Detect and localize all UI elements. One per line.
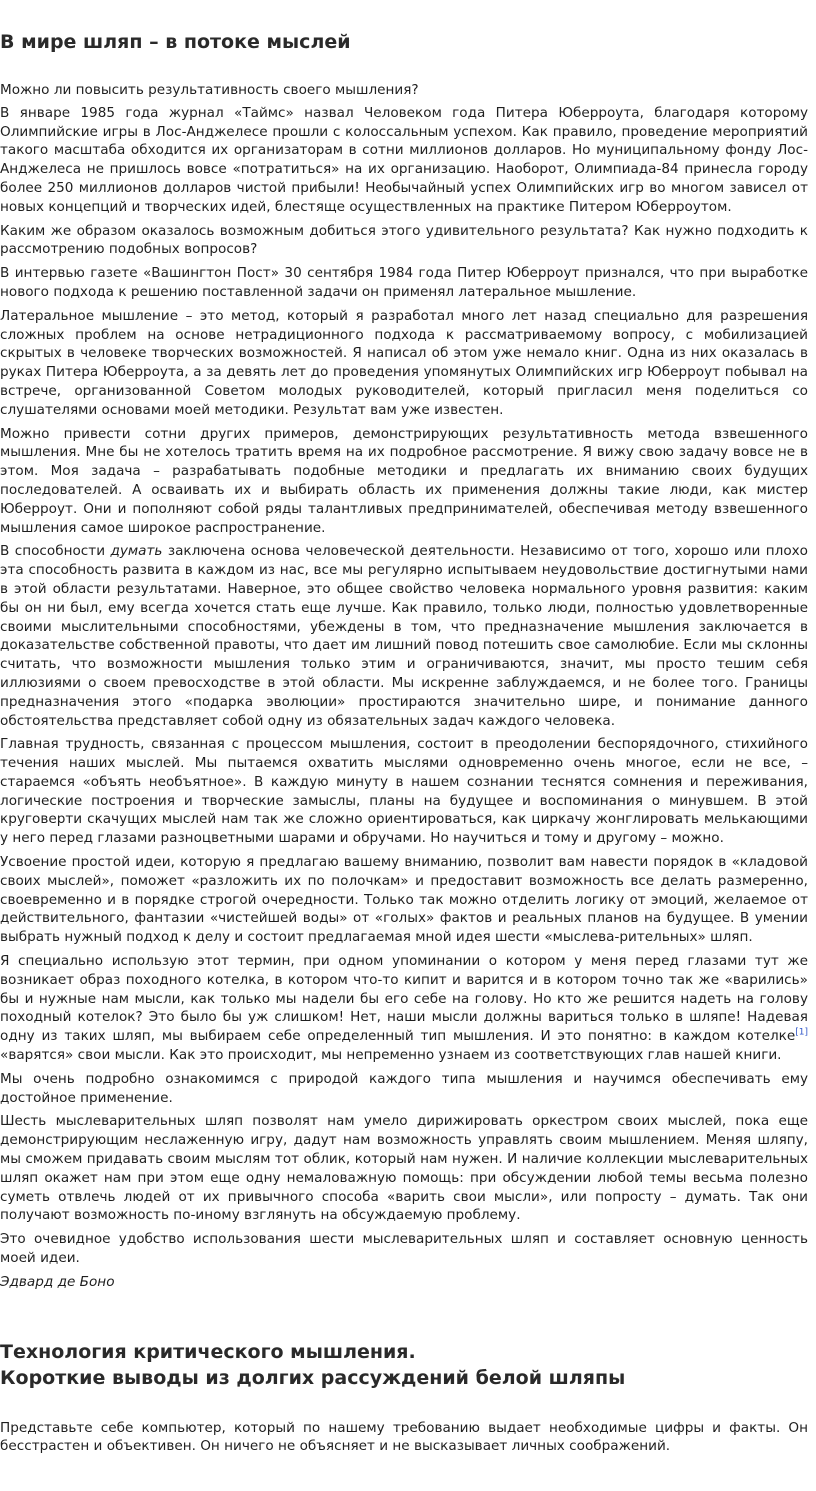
section-title: В мире шляп – в потоке мыслей xyxy=(0,31,351,53)
paragraph: Латеральное мышление – это метод, который я разработал много лет назад специально для разрешения сложных проблем на основе нетрадиционного подхода к рассматриваемому вопросу, с мобилизацией скрытых в человеке творческих возможностей. Я написал об этом уже немало книг. Одна из них оказалась в руках Питера Юберроута, а за девять лет до проведения упомянутых Олимпийских игр Юберроут побывал на встрече, организованной Советом молодых руководителей, который пригласил меня поделиться со слушателями основами моей методики. Результат вам уже известен. xyxy=(0,307,808,418)
paragraph: Каким же образом оказалось возможным добиться этого удивительного результата? Как нужно подходить к рассмотрению подобных вопросов? xyxy=(0,222,808,258)
paragraph-text: В способности xyxy=(0,543,111,560)
emphasis-word: думать xyxy=(110,543,163,560)
title-line: Короткие выводы из долгих рассуждений белой шляпы xyxy=(0,1366,626,1389)
intro-question: Можно ли повысить результативность своего мышления? xyxy=(0,82,419,98)
title-line: Технология критического мышления. xyxy=(0,1340,416,1363)
paragraph-text: Я специально использую этот термин, при одном упоминании о котором у меня перед глазами тут же возникает образ походного котелка, в котором что-то кипит и варится и в котором точно так же «варились» бы и нужные нам мысли, как только мы надели бы его себе на голову. Но кто же решится надеть на голову походный котелок? Это было бы уж слишком! Нет, наши мысли должны вариться только в шляпе! Надевая одну из таких шляп, мы выбираем себе определенный тип мышления. И это понятно: в каждом котелке xyxy=(0,953,808,1045)
paragraph-text: заключена основа человеческой деятельности. Независимо от того, хорошо или плохо эта способность развита в каждом из нас, все мы регулярно испытываем неудовольствие достигнутыми нами в этой области результатами. Наверное, это общее свойство человека нормального уровня развития: каким бы он ни был, ему всегда хочется стать еще лучше. Как правило, только люди, полностью удовлетворенные своими мыслительными способностями, убеждены в том, что предназначение мышления заключается в доказательстве собственной правоты, что дает им лишний повод потешить свое самолюбие. Если мы склонны считать, что возможности мышления только этим и ограничиваются, значит, мы просто тешим себя иллюзиями о своем превосходстве в этой области. Мы искренне заблуждаемся, и не более того. Границы предназначения этого «подарка эволюции» простираются значительно шире, и понимание данного обстоятельства представляет собой одну из обязательных задач каждого человека. xyxy=(0,543,808,729)
paragraph: Представьте себе компьютер, который по нашему требованию выдает необходимые цифры и факты. Он бесстрастен и объективен. Он ничего не объясняет и не высказывает личных соображений. xyxy=(0,1419,808,1455)
paragraph: Шесть мыслеварительных шляп позволят нам умело дирижировать оркестром своих мыслей, пока еще демонстрирующим неслаженную игру, дадут нам возможность управлять своим мышлением. Меняя шляпу, мы сможем придавать своим мыслям тот облик, который нам нужен. И наличие коллекции мыслеварительных шляп окажет нам при этом еще одну немаловажную помощь: при обсуждении любой темы весьма полезно суметь отвлечь людей от их привычного способа «варить свои мысли», или попросту – думать. Так они получают возможность по-иному взглянуть на обсуждаемую проблему. xyxy=(0,1113,808,1224)
paragraph: В январе 1985 года журнал «Таймс» назвал Человеком года Питера Юберроута, благодаря которому Олимпийские игры в Лос-Анджелесе прошли с колоссальным успехом. Как правило, проведение мероприятий такого масштаба обходится их организаторам в сотни миллионов долларов. Но муниципальному фонду Лос-Анджелеса не пришлось вовсе «потратиться» на их организацию. Наоборот, Олимпиада-84 принесла городу более 250 миллионов долларов чистой прибыли! Необычайный успех Олимпийских игр во многом зависел от новых концепций и творческих идей, блестяще осуществленных на практике Питером Юберроутом. xyxy=(0,104,808,215)
section-title xyxy=(0,1339,808,1391)
footnote-link[interactable]: [1] xyxy=(795,1027,808,1038)
paragraph: Это очевидное удобство использования шести мыслеварительных шляп и составляет основную ценность моей идеи. xyxy=(0,1231,808,1267)
paragraph: Главная трудность, связанная с процессом мышления, состоит в преодолении беспорядочного, стихийного течения наших мыслей. Мы пытаемся охватить мыслями одновременно очень многое, если не все, – стараемся «объять необъятное». В каждую минуту в нашем сознании теснятся сомнения и переживания, логические построения и творческие замыслы, планы на будущее и воспоминания о минувшем. В этой круговерти скачущих мыслей нам так же сложно ориентироваться, как циркачу жонглировать мелькающими у него перед глазами разноцветными шарами и обручами. Но научиться и тому и другому – можно. xyxy=(0,736,808,847)
paragraph: Усвоение простой идеи, которую я предлагаю вашему вниманию, позволит вам навести порядок в «кладовой своих мыслей», поможет «разложить их по полочкам» и предоставит возможность все делать размеренно, своевременно и в порядке строгой очередности. Только так можно отделить логику от эмоций, желаемое от действительного, фантазии «чистейшей воды» от «голых» фактов и реальных планов на будущее. В умении выбрать нужный подход к делу и состоит предлагаемая мной идея шести «мыслева-рительных» шляп. xyxy=(0,854,808,946)
document-page xyxy=(0,30,808,1456)
paragraph: Можно привести сотни других примеров, демонстрирующих результативность метода взвешенного мышления. Мне бы не хотелось тратить время на их подробное рассмотрение. Я вижу свою задачу вовсе не в этом. Моя задача – разрабатывать подобные методики и предлагать их вниманию своих будущих последователей. А осваивать их и выбирать область их применения должны такие люди, как мистер Юберроут. Они и пополняют собой ряды талантливых предпринимателей, обеспечивая методу взвешенного мышления самое широкое распространение. xyxy=(0,425,808,536)
paragraph xyxy=(0,952,808,1065)
paragraph: Мы очень подробно ознакомимся с природой каждого типа мышления и научимся обеспечивать ему достойное применение. xyxy=(0,1070,808,1106)
paragraph-text: «варятся» свои мысли. Как это происходит, мы непременно узнаем из соответствующих глав нашей книги. xyxy=(0,1047,782,1064)
author-signature: Эдвард де Боно xyxy=(0,1273,115,1290)
paragraph xyxy=(0,542,808,730)
paragraph: В интервью газете «Вашингтон Пост» 30 сентября 1984 года Питер Юберроут признался, что при выработке нового подхода к решению поставленной задачи он применял латеральное мышление. xyxy=(0,265,808,300)
